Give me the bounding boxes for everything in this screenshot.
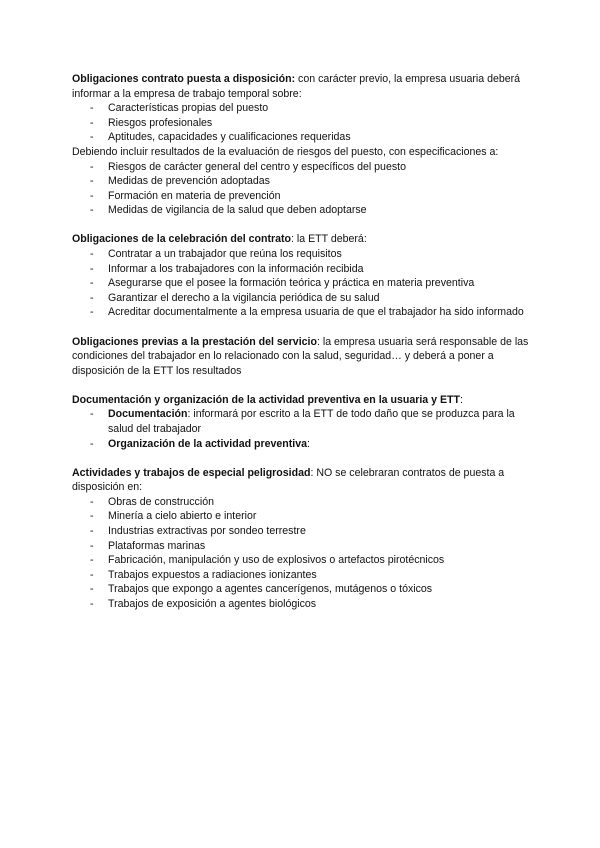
dash-bullet: -: [90, 568, 94, 581]
list-item-text: Formación en materia de prevención: [108, 189, 281, 202]
list-item-text: Trabajos expuestos a radiaciones ionizantes: [108, 568, 317, 581]
dash-bullet: -: [90, 102, 94, 115]
list-item-text: Características propias del puesto: [108, 102, 269, 115]
list-item: [72, 116, 542, 131]
list-item-text: Informar a los trabajadores con la información recibida: [108, 262, 364, 275]
bullet-list: [72, 101, 542, 145]
section-continuation: Debiendo incluir resultados de la evaluación de riesgos del puesto, con especificaciones a:: [72, 145, 499, 158]
section-paragraph: [72, 466, 542, 495]
list-item: [72, 174, 542, 189]
section-title: Obligaciones contrato puesta a disposición:: [72, 73, 296, 85]
list-item-text: Trabajos que expongo a agentes cancerígenos, mutágenos o tóxicos: [108, 583, 433, 596]
list-item-text: Obras de construcción: [108, 495, 214, 508]
section-title: Obligaciones previas a la prestación del servicio: [72, 335, 317, 348]
list-item-text: Trabajos de exposición a agentes biológicos: [108, 598, 317, 610]
dash-bullet: -: [90, 248, 94, 261]
list-item-text: Aptitudes, capacidades y cualificaciones requeridas: [108, 131, 351, 144]
list-item: [72, 407, 542, 436]
list-item-bold: Documentación: [108, 408, 188, 421]
list-item-text: Fabricación, manipulación y uso de explosivos o artefactos pirotécnicos: [108, 554, 445, 567]
dash-bullet: -: [90, 189, 94, 202]
section-paragraph: [72, 232, 542, 247]
dash-bullet: -: [90, 598, 94, 610]
list-item-text: Minería a cielo abierto e interior: [108, 510, 257, 523]
list-item: [72, 291, 542, 306]
dash-bullet: -: [90, 204, 94, 217]
list-item: [72, 509, 542, 524]
bullet-list: [72, 160, 542, 218]
list-item: [72, 305, 542, 320]
section-title: Actividades y trabajos de especial peligrosidad: [72, 466, 311, 479]
list-item-text: : informará por escrito a la ETT de todo daño que se produzca para la salud del trabajador: [108, 408, 515, 435]
section-intro: con carácter previo, la empresa usuaria deberá informar a la empresa de trabajo temporal sobre:: [72, 73, 521, 100]
list-item-text: Medidas de vigilancia de la salud que deben adoptarse: [108, 204, 367, 217]
list-item: [72, 582, 542, 597]
section-paragraph: [72, 335, 542, 379]
dash-bullet: -: [90, 510, 94, 523]
bullet-list: [72, 495, 542, 612]
dash-bullet: -: [90, 277, 94, 290]
list-item: [72, 101, 542, 116]
dash-bullet: -: [90, 116, 94, 129]
dash-bullet: -: [90, 160, 94, 173]
dash-bullet: -: [90, 554, 94, 567]
bullet-list: [72, 407, 542, 451]
section-paragraph: [72, 72, 542, 101]
list-item: [72, 203, 542, 218]
list-item: [72, 568, 542, 583]
list-item: [72, 553, 542, 568]
list-item-bold: Organización de la actividad preventiva: [108, 437, 307, 450]
dash-bullet: -: [90, 175, 94, 188]
list-item: [72, 495, 542, 510]
dash-bullet: -: [90, 408, 94, 421]
list-item: [72, 539, 542, 554]
list-item: [72, 597, 542, 612]
section-intro: :: [459, 393, 463, 406]
list-item-text: Garantizar el derecho a la vigilancia periódica de su salud: [108, 291, 380, 304]
section-intro: : la ETT deberá:: [291, 233, 367, 246]
section-intro: : NO se celebraran contratos de puesta a disposición en:: [72, 466, 505, 494]
list-item: [72, 160, 542, 175]
section-title: Obligaciones de la celebración del contrato: [72, 233, 291, 246]
section-prestacion-servicio: [72, 335, 542, 379]
bullet-list: [72, 247, 542, 320]
section-title: Documentación y organización de la actividad preventiva en la usuaria y ETT: [72, 393, 460, 406]
list-item: [72, 262, 542, 277]
list-item: [72, 247, 542, 262]
dash-bullet: -: [90, 291, 94, 304]
dash-bullet: -: [90, 539, 94, 552]
list-item-text: Acreditar documentalmente a la empresa usuaria de que el trabajador ha sido informado: [108, 306, 524, 319]
list-item: [72, 276, 542, 291]
dash-bullet: -: [90, 262, 94, 275]
list-item-text: Contratar a un trabajador que reúna los requisitos: [108, 248, 342, 261]
dash-bullet: -: [90, 437, 94, 450]
dash-bullet: -: [90, 495, 94, 508]
section-paragraph: [72, 393, 542, 408]
dash-bullet: -: [90, 306, 94, 319]
section-especial-peligrosidad: [72, 466, 542, 612]
list-item: [72, 437, 542, 452]
section-documentacion-organizacion: [72, 393, 542, 451]
list-item-text: Medidas de prevención adoptadas: [108, 175, 270, 188]
section-celebracion-contrato: [72, 232, 542, 320]
list-item-text: Plataformas marinas: [108, 539, 206, 552]
dash-bullet: -: [90, 583, 94, 596]
list-item-text: :: [307, 437, 310, 450]
list-item-text: Riesgos de carácter general del centro y específicos del puesto: [108, 160, 406, 173]
list-item-text: Industrias extractivas por sondeo terrestre: [108, 525, 306, 538]
section-contrato-puesta: [72, 72, 542, 218]
document-page: [72, 72, 542, 626]
list-item-text: Asegurarse que el posee la formación teórica y práctica en materia preventiva: [108, 277, 475, 290]
dash-bullet: -: [90, 525, 94, 538]
list-item: [72, 189, 542, 204]
section-intro: : la empresa usuaria será responsable de las condiciones del trabajador en lo relacionado con la salud, seguridad… y deberá a poner a disposición de la ETT los resultados: [72, 335, 529, 377]
list-item: [72, 130, 542, 145]
list-item-text: Riesgos profesionales: [108, 116, 213, 129]
dash-bullet: -: [90, 131, 94, 144]
list-item: [72, 524, 542, 539]
